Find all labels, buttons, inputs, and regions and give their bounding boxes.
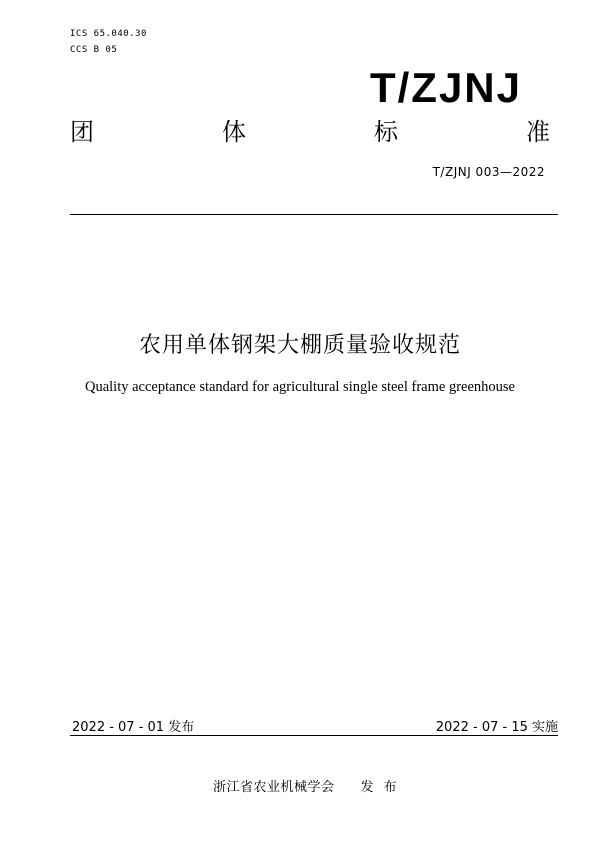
standard-type-heading: [70, 118, 550, 146]
ccs-code: CCS B 05: [70, 45, 118, 55]
ics-code: ICS 65.040.30: [70, 29, 147, 39]
standard-logo: T/ZJNJ: [369, 64, 522, 111]
publish-date: 2022 - 07 - 01 发布: [72, 720, 195, 735]
standard-type-char: 标: [374, 118, 398, 146]
publisher-name: 浙江省农业机械学会: [213, 780, 335, 795]
document-title-english: Quality acceptance standard for agricultural single steel frame greenhouse: [85, 379, 515, 395]
standard-type-char: 体: [222, 118, 246, 146]
standard-type-char: 团: [70, 118, 94, 146]
implementation-date: 2022 - 07 - 15 实施: [435, 720, 558, 735]
publisher-line: [213, 776, 407, 795]
bottom-divider: [70, 735, 558, 736]
document-title-chinese: 农用单体钢架大棚质量验收规范: [138, 333, 461, 358]
standard-number: T/ZJNJ 003—2022: [432, 165, 545, 179]
standard-type-char: 准: [526, 118, 550, 146]
top-divider: [70, 214, 558, 215]
issue-label: 发布: [360, 780, 407, 795]
